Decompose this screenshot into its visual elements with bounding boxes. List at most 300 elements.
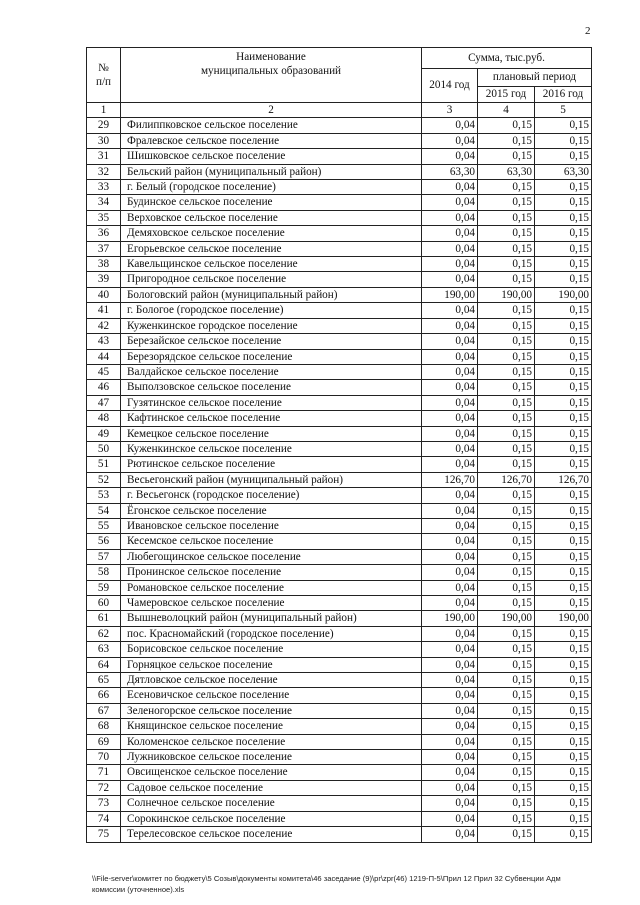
row-number: 65 — [87, 673, 121, 688]
amount-2014: 0,04 — [422, 657, 478, 672]
municipality-name: Филиппковское сельское поселение — [121, 118, 422, 133]
amount-2014: 0,04 — [422, 626, 478, 641]
row-number: 56 — [87, 534, 121, 549]
table-row — [87, 688, 592, 703]
row-number: 31 — [87, 149, 121, 164]
amount-2016: 0,15 — [535, 765, 592, 780]
amount-2014: 0,04 — [422, 241, 478, 256]
row-number: 41 — [87, 303, 121, 318]
row-number: 36 — [87, 226, 121, 241]
table-row — [87, 657, 592, 672]
column-index: 4 — [478, 103, 535, 118]
municipality-name: Демяховское сельское поселение — [121, 226, 422, 241]
amount-2016: 0,15 — [535, 257, 592, 272]
header-number-label: п/п — [95, 76, 112, 88]
amount-2015: 0,15 — [478, 180, 535, 195]
table-row — [87, 272, 592, 287]
header-sum: Сумма, тыс.руб. — [422, 48, 592, 69]
amount-2015: 0,15 — [478, 133, 535, 148]
column-index: 5 — [535, 103, 592, 118]
amount-2015: 0,15 — [478, 303, 535, 318]
amount-2016: 0,15 — [535, 596, 592, 611]
municipality-name: Любегощинское сельское поселение — [121, 549, 422, 564]
amount-2015: 0,15 — [478, 241, 535, 256]
row-number: 30 — [87, 133, 121, 148]
municipality-name: г. Весьегонск (городское поселение) — [121, 488, 422, 503]
table-row — [87, 580, 592, 595]
municipality-name: Куженкинское сельское поселение — [121, 441, 422, 456]
row-number: 62 — [87, 626, 121, 641]
amount-2016: 0,15 — [535, 827, 592, 842]
table-row — [87, 180, 592, 195]
row-number: 34 — [87, 195, 121, 210]
amount-2015: 63,30 — [478, 164, 535, 179]
amount-2015: 0,15 — [478, 750, 535, 765]
amount-2014: 0,04 — [422, 272, 478, 287]
amount-2016: 0,15 — [535, 395, 592, 410]
amount-2015: 0,15 — [478, 334, 535, 349]
amount-2016: 190,00 — [535, 287, 592, 302]
table-row — [87, 318, 592, 333]
amount-2014: 0,04 — [422, 734, 478, 749]
table-row — [87, 596, 592, 611]
amount-2015: 0,15 — [478, 827, 535, 842]
amount-2015: 0,15 — [478, 596, 535, 611]
amount-2014: 0,04 — [422, 642, 478, 657]
amount-2014: 0,04 — [422, 796, 478, 811]
column-index: 1 — [87, 103, 121, 118]
amount-2014: 0,04 — [422, 780, 478, 795]
municipality-name: Вышневолоцкий район (муниципальный район) — [121, 611, 422, 626]
amount-2015: 0,15 — [478, 395, 535, 410]
amount-2016: 0,15 — [535, 518, 592, 533]
amount-2015: 0,15 — [478, 457, 535, 472]
header-number — [87, 48, 121, 103]
amount-2015: 0,15 — [478, 626, 535, 641]
amount-2014: 0,04 — [422, 596, 478, 611]
row-number: 48 — [87, 411, 121, 426]
page-number: 2 — [585, 25, 591, 37]
municipality-name: Овсищенское сельское поселение — [121, 765, 422, 780]
row-number: 40 — [87, 287, 121, 302]
amount-2015: 0,15 — [478, 503, 535, 518]
amount-2016: 0,15 — [535, 334, 592, 349]
amount-2015: 0,15 — [478, 210, 535, 225]
table-row — [87, 642, 592, 657]
row-number: 55 — [87, 518, 121, 533]
municipality-name: Егорьевское сельское поселение — [121, 241, 422, 256]
column-index: 2 — [121, 103, 422, 118]
amount-2014: 0,04 — [422, 503, 478, 518]
amount-2014: 126,70 — [422, 472, 478, 487]
amount-2015: 0,15 — [478, 149, 535, 164]
amount-2016: 0,15 — [535, 780, 592, 795]
amount-2014: 0,04 — [422, 488, 478, 503]
municipality-name: Ёгонское сельское поселение — [121, 503, 422, 518]
municipality-name: Горняцкое сельское поселение — [121, 657, 422, 672]
municipality-name: Кавельщинское сельское поселение — [121, 257, 422, 272]
row-number: 73 — [87, 796, 121, 811]
amount-2016: 0,15 — [535, 241, 592, 256]
amount-2015: 0,15 — [478, 441, 535, 456]
municipality-name: Пригородное сельское поселение — [121, 272, 422, 287]
amount-2014: 0,04 — [422, 765, 478, 780]
amount-2016: 0,15 — [535, 272, 592, 287]
amount-2015: 0,15 — [478, 195, 535, 210]
table-row — [87, 349, 592, 364]
amount-2016: 0,15 — [535, 149, 592, 164]
amount-2016: 126,70 — [535, 472, 592, 487]
amount-2015: 0,15 — [478, 257, 535, 272]
amount-2016: 0,15 — [535, 549, 592, 564]
table-row — [87, 750, 592, 765]
table-row — [87, 380, 592, 395]
municipality-name: Солнечное сельское поселение — [121, 796, 422, 811]
header-year-2015: 2015 год — [478, 87, 535, 103]
municipality-name: Есеновичское сельское поселение — [121, 688, 422, 703]
amount-2015: 0,15 — [478, 318, 535, 333]
municipality-name: Куженкинское городское поселение — [121, 318, 422, 333]
amount-2016: 0,15 — [535, 118, 592, 133]
header-name-line2: муниципальных образований — [200, 65, 342, 78]
table-row — [87, 796, 592, 811]
amount-2014: 0,04 — [422, 334, 478, 349]
amount-2015: 0,15 — [478, 411, 535, 426]
row-number: 33 — [87, 180, 121, 195]
municipality-name: Зеленогорское сельское поселение — [121, 703, 422, 718]
row-number: 68 — [87, 719, 121, 734]
table-row — [87, 673, 592, 688]
amount-2015: 0,15 — [478, 380, 535, 395]
amount-2015: 0,15 — [478, 780, 535, 795]
table-row — [87, 811, 592, 826]
amount-2014: 0,04 — [422, 349, 478, 364]
file-path-footer — [92, 873, 612, 895]
municipality-name: Шишковское сельское поселение — [121, 149, 422, 164]
amount-2016: 0,15 — [535, 703, 592, 718]
table-row — [87, 734, 592, 749]
amount-2014: 0,04 — [422, 518, 478, 533]
amount-2014: 0,04 — [422, 118, 478, 133]
amount-2014: 0,04 — [422, 703, 478, 718]
amount-2016: 0,15 — [535, 642, 592, 657]
municipality-name: Бельский район (муниципальный район) — [121, 164, 422, 179]
amount-2016: 0,15 — [535, 457, 592, 472]
table-row — [87, 827, 592, 842]
amount-2014: 190,00 — [422, 611, 478, 626]
amount-2016: 0,15 — [535, 210, 592, 225]
amount-2016: 0,15 — [535, 195, 592, 210]
amount-2016: 0,15 — [535, 303, 592, 318]
amount-2015: 0,15 — [478, 719, 535, 734]
municipality-name: Выползовское сельское поселение — [121, 380, 422, 395]
municipality-name: Кесемское сельское поселение — [121, 534, 422, 549]
row-number: 45 — [87, 364, 121, 379]
column-index-row — [87, 103, 592, 118]
amount-2016: 0,15 — [535, 811, 592, 826]
amount-2014: 0,04 — [422, 719, 478, 734]
amount-2014: 0,04 — [422, 688, 478, 703]
municipality-name: пос. Красномайский (городское поселение) — [121, 626, 422, 641]
municipality-name: Фралевское сельское поселение — [121, 133, 422, 148]
amount-2014: 0,04 — [422, 811, 478, 826]
amount-2014: 0,04 — [422, 364, 478, 379]
table-row — [87, 133, 592, 148]
municipality-name: Кафтинское сельское поселение — [121, 411, 422, 426]
municipality-name: Пронинское сельское поселение — [121, 565, 422, 580]
row-number: 60 — [87, 596, 121, 611]
amount-2015: 0,15 — [478, 580, 535, 595]
table-row — [87, 565, 592, 580]
amount-2016: 0,15 — [535, 226, 592, 241]
table-row — [87, 149, 592, 164]
row-number: 58 — [87, 565, 121, 580]
municipality-name: Весьегонский район (муниципальный район) — [121, 472, 422, 487]
amount-2015: 0,15 — [478, 657, 535, 672]
row-number: 71 — [87, 765, 121, 780]
amount-2015: 0,15 — [478, 811, 535, 826]
amount-2015: 0,15 — [478, 565, 535, 580]
table-row — [87, 719, 592, 734]
amount-2014: 0,04 — [422, 380, 478, 395]
amount-2014: 0,04 — [422, 149, 478, 164]
amount-2015: 0,15 — [478, 272, 535, 287]
amount-2015: 0,15 — [478, 734, 535, 749]
amount-2016: 0,15 — [535, 796, 592, 811]
row-number: 50 — [87, 441, 121, 456]
amount-2015: 190,00 — [478, 287, 535, 302]
table-row — [87, 426, 592, 441]
municipality-name: Бологовский район (муниципальный район) — [121, 287, 422, 302]
amount-2014: 190,00 — [422, 287, 478, 302]
amount-2016: 0,15 — [535, 580, 592, 595]
row-number: 59 — [87, 580, 121, 595]
subsidy-table — [86, 47, 592, 843]
amount-2014: 0,04 — [422, 411, 478, 426]
file-path-line1: \\File-server\комитет по бюджету\5 Созыв\документы комитета\46 заседание (9)\pr\zpr(46) 1219-П-5\Прил 12 Прил 32 Субвенции Адм — [92, 874, 561, 883]
header-name — [121, 48, 422, 103]
amount-2014: 0,04 — [422, 395, 478, 410]
amount-2014: 0,04 — [422, 210, 478, 225]
table-row — [87, 226, 592, 241]
amount-2015: 0,15 — [478, 518, 535, 533]
table-row — [87, 287, 592, 302]
row-number: 57 — [87, 549, 121, 564]
row-number: 32 — [87, 164, 121, 179]
amount-2015: 0,15 — [478, 642, 535, 657]
amount-2016: 0,15 — [535, 380, 592, 395]
table-row — [87, 164, 592, 179]
amount-2014: 0,04 — [422, 534, 478, 549]
header-number-sign: № — [98, 61, 109, 74]
amount-2015: 0,15 — [478, 118, 535, 133]
municipality-name: Садовое сельское поселение — [121, 780, 422, 795]
header-planned-period: плановый период — [478, 69, 592, 87]
municipality-name: Коломенское сельское поселение — [121, 734, 422, 749]
municipality-name: Гузятинское сельское поселение — [121, 395, 422, 410]
table-row — [87, 118, 592, 133]
table-row — [87, 534, 592, 549]
amount-2016: 0,15 — [535, 133, 592, 148]
municipality-name: Кемецкое сельское поселение — [121, 426, 422, 441]
file-path-line2: комиссии (уточненное).xls — [92, 885, 185, 894]
amount-2016: 0,15 — [535, 750, 592, 765]
amount-2015: 190,00 — [478, 611, 535, 626]
table-row — [87, 334, 592, 349]
municipality-name: Сорокинское сельское поселение — [121, 811, 422, 826]
amount-2016: 0,15 — [535, 626, 592, 641]
amount-2016: 0,15 — [535, 318, 592, 333]
column-index: 3 — [422, 103, 478, 118]
table-row — [87, 703, 592, 718]
header-year-2014: 2014 год — [422, 69, 478, 103]
row-number: 29 — [87, 118, 121, 133]
table-row — [87, 626, 592, 641]
municipality-name: Терелесовское сельское поселение — [121, 827, 422, 842]
municipality-name: Дятловское сельское поселение — [121, 673, 422, 688]
amount-2016: 0,15 — [535, 349, 592, 364]
row-number: 53 — [87, 488, 121, 503]
amount-2014: 0,04 — [422, 195, 478, 210]
amount-2016: 190,00 — [535, 611, 592, 626]
municipality-name: Будинское сельское поселение — [121, 195, 422, 210]
table-row — [87, 549, 592, 564]
amount-2014: 0,04 — [422, 441, 478, 456]
amount-2016: 0,15 — [535, 565, 592, 580]
amount-2016: 0,15 — [535, 673, 592, 688]
amount-2015: 0,15 — [478, 703, 535, 718]
row-number: 47 — [87, 395, 121, 410]
row-number: 43 — [87, 334, 121, 349]
table-row — [87, 195, 592, 210]
municipality-name: г. Бологое (городское поселение) — [121, 303, 422, 318]
row-number: 35 — [87, 210, 121, 225]
row-number: 44 — [87, 349, 121, 364]
amount-2014: 0,04 — [422, 827, 478, 842]
amount-2016: 0,15 — [535, 180, 592, 195]
municipality-name: Валдайское сельское поселение — [121, 364, 422, 379]
amount-2015: 126,70 — [478, 472, 535, 487]
amount-2016: 0,15 — [535, 534, 592, 549]
table-row — [87, 457, 592, 472]
row-number: 63 — [87, 642, 121, 657]
row-number: 37 — [87, 241, 121, 256]
row-number: 69 — [87, 734, 121, 749]
amount-2015: 0,15 — [478, 765, 535, 780]
amount-2014: 0,04 — [422, 133, 478, 148]
table-row — [87, 395, 592, 410]
amount-2014: 0,04 — [422, 318, 478, 333]
amount-2016: 0,15 — [535, 688, 592, 703]
municipality-name: Ивановское сельское поселение — [121, 518, 422, 533]
amount-2014: 0,04 — [422, 750, 478, 765]
table-row — [87, 488, 592, 503]
amount-2016: 63,30 — [535, 164, 592, 179]
row-number: 39 — [87, 272, 121, 287]
table-row — [87, 303, 592, 318]
header-year-2016: 2016 год — [535, 87, 592, 103]
amount-2016: 0,15 — [535, 657, 592, 672]
amount-2014: 0,04 — [422, 303, 478, 318]
amount-2016: 0,15 — [535, 734, 592, 749]
row-number: 52 — [87, 472, 121, 487]
table-row — [87, 503, 592, 518]
municipality-name: Березорядское сельское поселение — [121, 349, 422, 364]
row-number: 51 — [87, 457, 121, 472]
municipality-name: Лужниковское сельское поселение — [121, 750, 422, 765]
amount-2016: 0,15 — [535, 503, 592, 518]
table-row — [87, 441, 592, 456]
amount-2015: 0,15 — [478, 673, 535, 688]
header-name-line1: Наименование — [236, 51, 306, 63]
amount-2015: 0,15 — [478, 688, 535, 703]
row-number: 72 — [87, 780, 121, 795]
amount-2014: 0,04 — [422, 457, 478, 472]
row-number: 38 — [87, 257, 121, 272]
amount-2014: 0,04 — [422, 673, 478, 688]
amount-2015: 0,15 — [478, 488, 535, 503]
amount-2015: 0,15 — [478, 426, 535, 441]
municipality-name: г. Белый (городское поселение) — [121, 180, 422, 195]
row-number: 75 — [87, 827, 121, 842]
amount-2015: 0,15 — [478, 534, 535, 549]
amount-2016: 0,15 — [535, 426, 592, 441]
amount-2016: 0,15 — [535, 411, 592, 426]
table-row — [87, 411, 592, 426]
row-number: 54 — [87, 503, 121, 518]
amount-2015: 0,15 — [478, 364, 535, 379]
amount-2014: 0,04 — [422, 257, 478, 272]
table-row — [87, 765, 592, 780]
municipality-name: Рютинское сельское поселение — [121, 457, 422, 472]
table-body — [87, 118, 592, 842]
municipality-name: Березайское сельское поселение — [121, 334, 422, 349]
table-row — [87, 780, 592, 795]
amount-2014: 0,04 — [422, 580, 478, 595]
row-number: 67 — [87, 703, 121, 718]
amount-2014: 0,04 — [422, 565, 478, 580]
municipality-name: Борисовское сельское поселение — [121, 642, 422, 657]
table-row — [87, 518, 592, 533]
municipality-name: Чамеровское сельское поселение — [121, 596, 422, 611]
amount-2015: 0,15 — [478, 549, 535, 564]
amount-2015: 0,15 — [478, 226, 535, 241]
amount-2016: 0,15 — [535, 488, 592, 503]
table-row — [87, 210, 592, 225]
table-row — [87, 257, 592, 272]
municipality-name: Княщинское сельское поселение — [121, 719, 422, 734]
amount-2015: 0,15 — [478, 796, 535, 811]
amount-2014: 0,04 — [422, 426, 478, 441]
row-number: 74 — [87, 811, 121, 826]
amount-2015: 0,15 — [478, 349, 535, 364]
row-number: 49 — [87, 426, 121, 441]
amount-2014: 0,04 — [422, 180, 478, 195]
municipality-name: Романовское сельское поселение — [121, 580, 422, 595]
table-row — [87, 472, 592, 487]
row-number: 42 — [87, 318, 121, 333]
table-row — [87, 611, 592, 626]
amount-2014: 0,04 — [422, 549, 478, 564]
table-row — [87, 241, 592, 256]
municipality-name: Верховское сельское поселение — [121, 210, 422, 225]
amount-2016: 0,15 — [535, 719, 592, 734]
row-number: 70 — [87, 750, 121, 765]
amount-2014: 63,30 — [422, 164, 478, 179]
amount-2014: 0,04 — [422, 226, 478, 241]
row-number: 61 — [87, 611, 121, 626]
table-row — [87, 364, 592, 379]
